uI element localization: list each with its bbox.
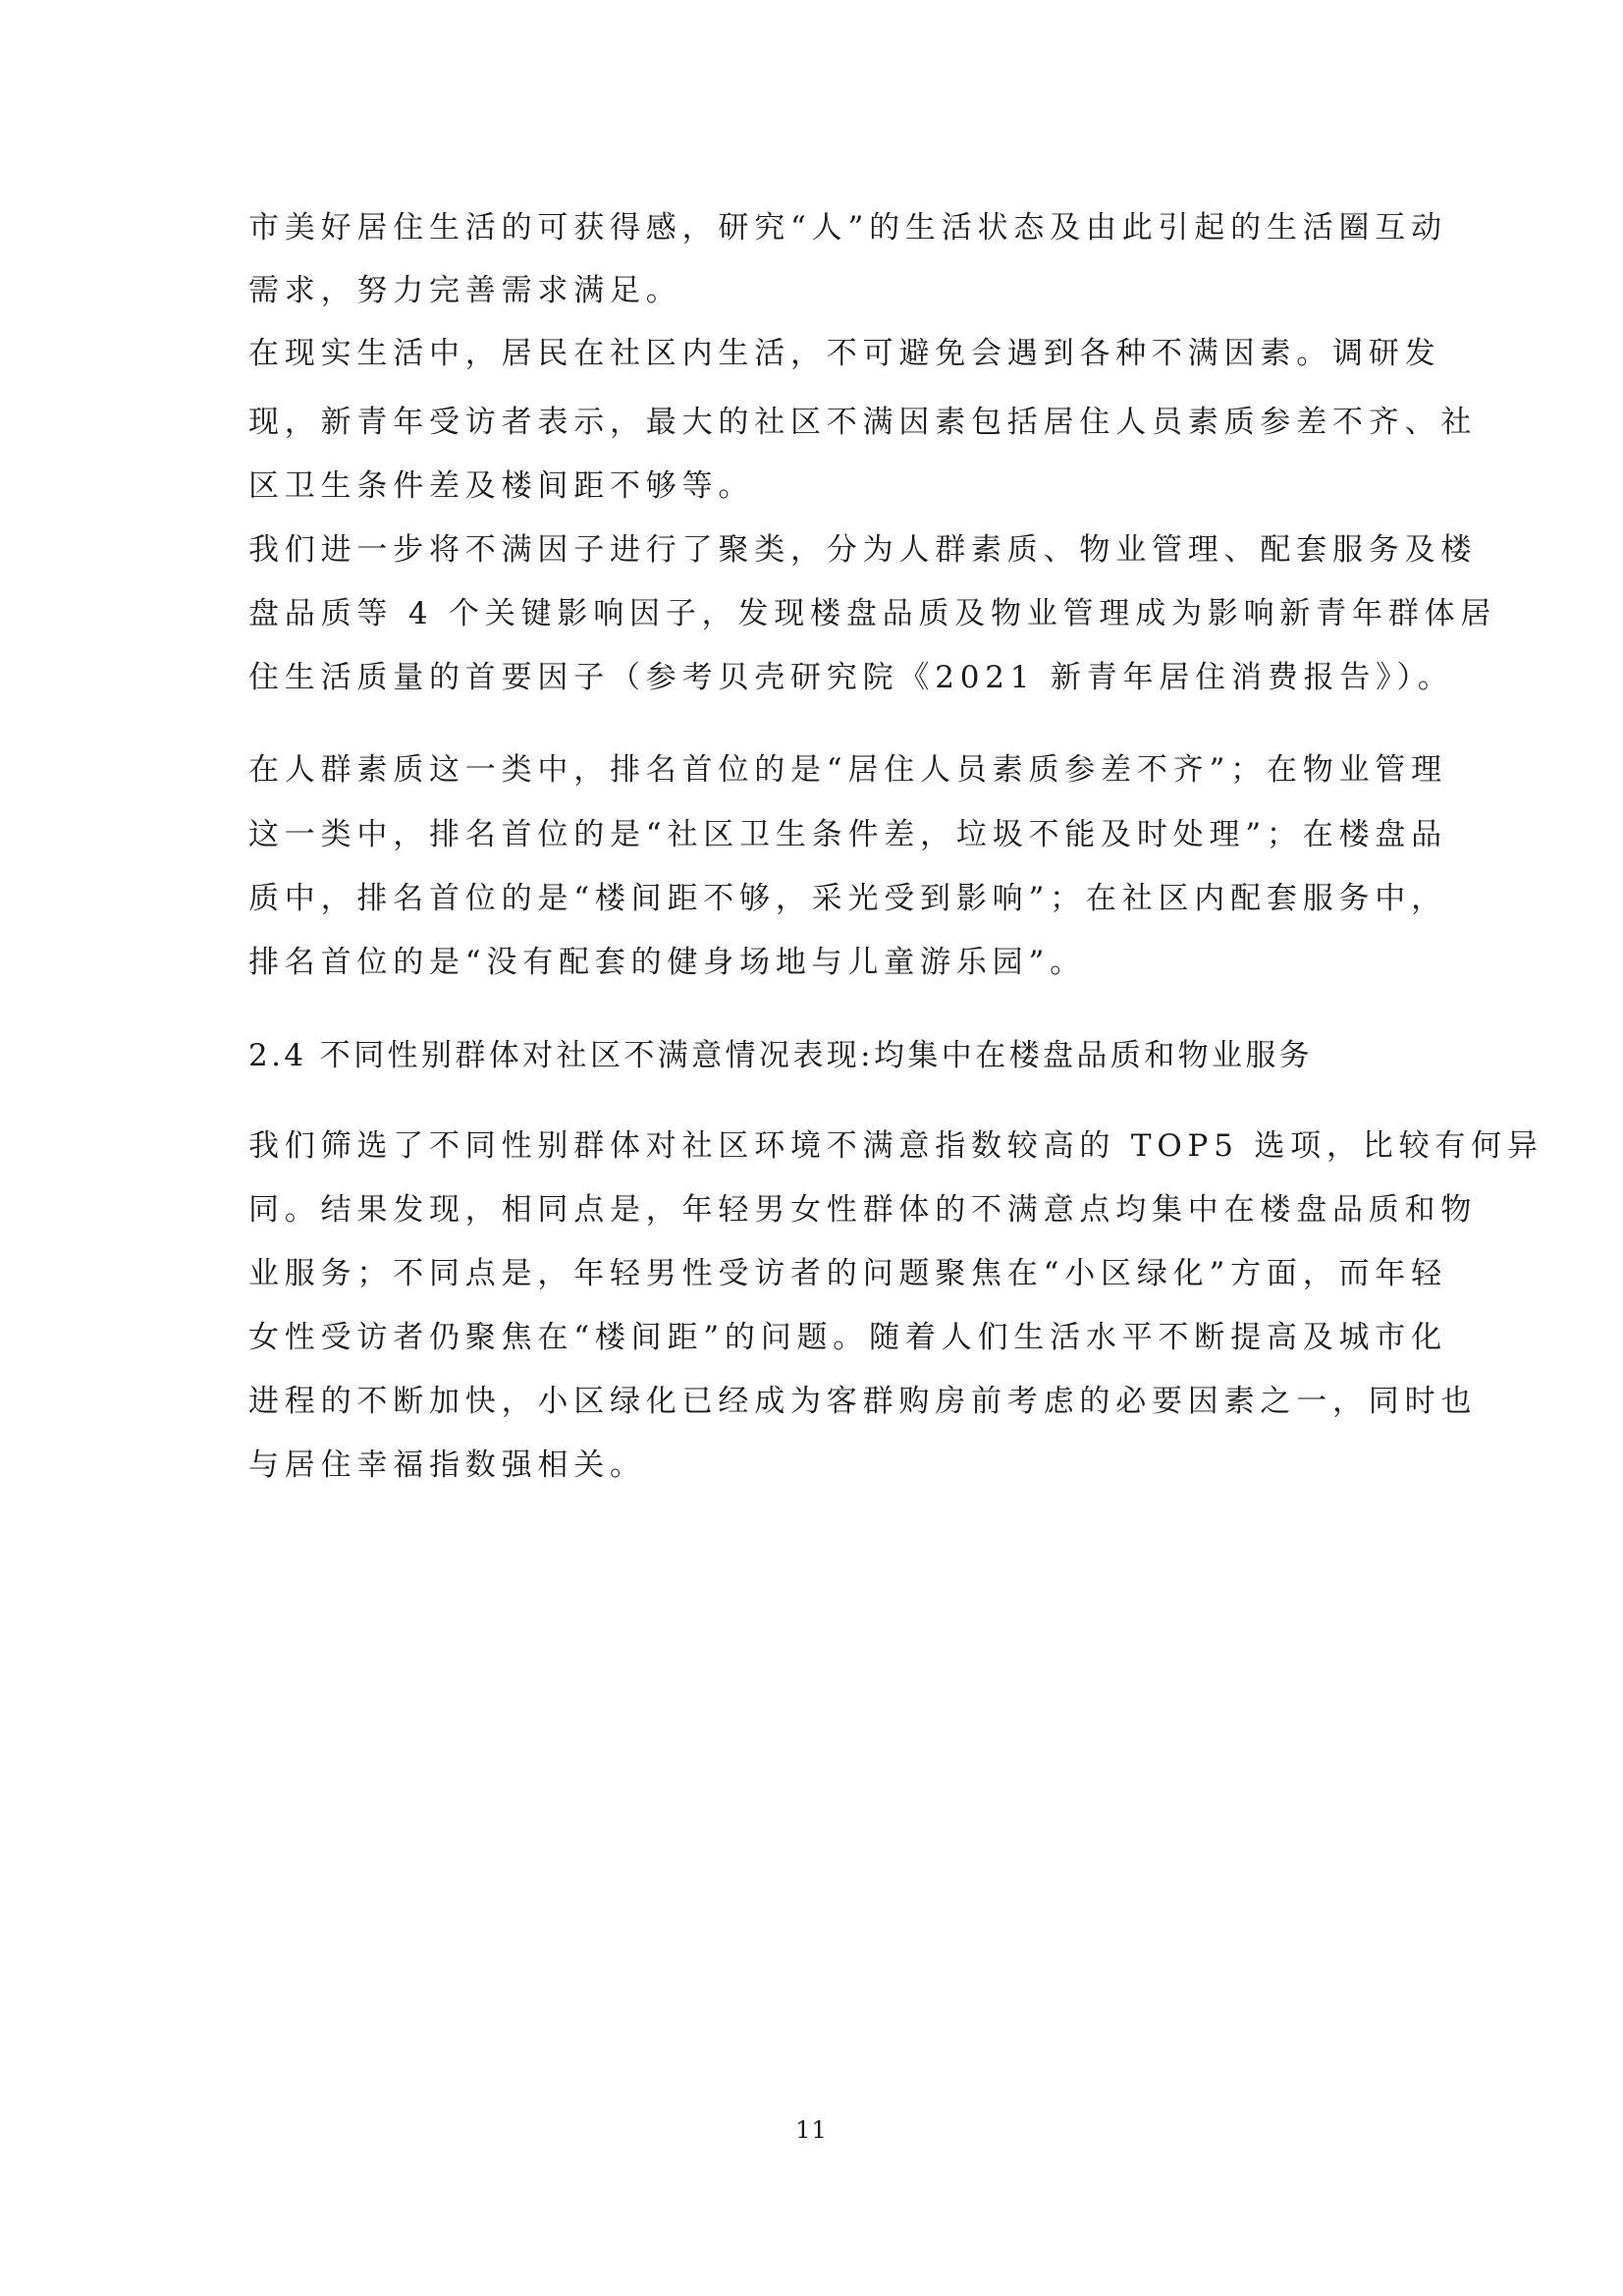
- paragraph-1-line-2: 需求，努力完善需求满足。: [248, 273, 682, 308]
- paragraph-1-line-1: 市美好居住生活的可获得感，研究“人”的生活状态及由此引起的生活圈互动: [248, 210, 1447, 246]
- paragraph-5-line-5: 进程的不断加快，小区绿化已经成为客群购房前考虑的必要因素之一，同时也: [248, 1384, 1478, 1419]
- paragraph-5-line-3: 业服务；不同点是，年轻男性受访者的问题聚焦在“小区绿化”方面，而年轻: [248, 1256, 1447, 1291]
- paragraph-4-line-3: 质中，排名首位的是“楼间距不够，采光受到影响”；在社区内配套服务中，: [248, 881, 1447, 916]
- paragraph-4-line-4: 排名首位的是“没有配套的健身场地与儿童游乐园”。: [248, 945, 1086, 980]
- paragraph-3-line-1: 我们进一步将不满因子进行了聚类，分为人群素质、物业管理、配套服务及楼: [248, 532, 1478, 568]
- paragraph-2-line-1: 在现实生活中，居民在社区内生活，不可避免会遇到各种不满因素。调研发: [248, 336, 1441, 371]
- paragraph-4-line-2: 这一类中，排名首位的是“社区卫生条件差，垃圾不能及时处理”；在楼盘品: [248, 817, 1447, 852]
- paragraph-2-line-3: 区卫生条件差及楼间距不够等。: [248, 468, 755, 504]
- paragraph-2-line-2: 现，新青年受访者表示，最大的社区不满因素包括居住人员素质参差不齐、社: [248, 405, 1478, 440]
- page-number: 11: [795, 2116, 828, 2144]
- paragraph-3-line-2: 盘品质等 4 个关键影响因子，发现楼盘品质及物业管理成为影响新青年群体居: [248, 596, 1497, 631]
- paragraph-5-line-4: 女性受访者仍聚焦在“楼间距”的问题。随着人们生活水平不断提高及城市化: [248, 1320, 1447, 1355]
- paragraph-5-line-1: 我们筛选了不同性别群体对社区环境不满意指数较高的 TOP5 选项，比较有何异: [248, 1128, 1543, 1164]
- paragraph-3-line-3: 住生活质量的首要因子（参考贝壳研究院《2021 新青年居住消费报告》）。: [248, 660, 1454, 695]
- paragraph-5-line-2: 同。结果发现，相同点是，年轻男女性群体的不满意点均集中在楼盘品质和物: [248, 1192, 1478, 1228]
- paragraph-4-line-1: 在人群素质这一类中，排名首位的是“居住人员素质参差不齐”；在物业管理: [248, 752, 1447, 788]
- paragraph-5-line-6: 与居住幸福指数强相关。: [248, 1448, 646, 1483]
- section-heading: 2.4 不同性别群体对社区不满意情况表现:均集中在楼盘品质和物业服务: [248, 1038, 1314, 1073]
